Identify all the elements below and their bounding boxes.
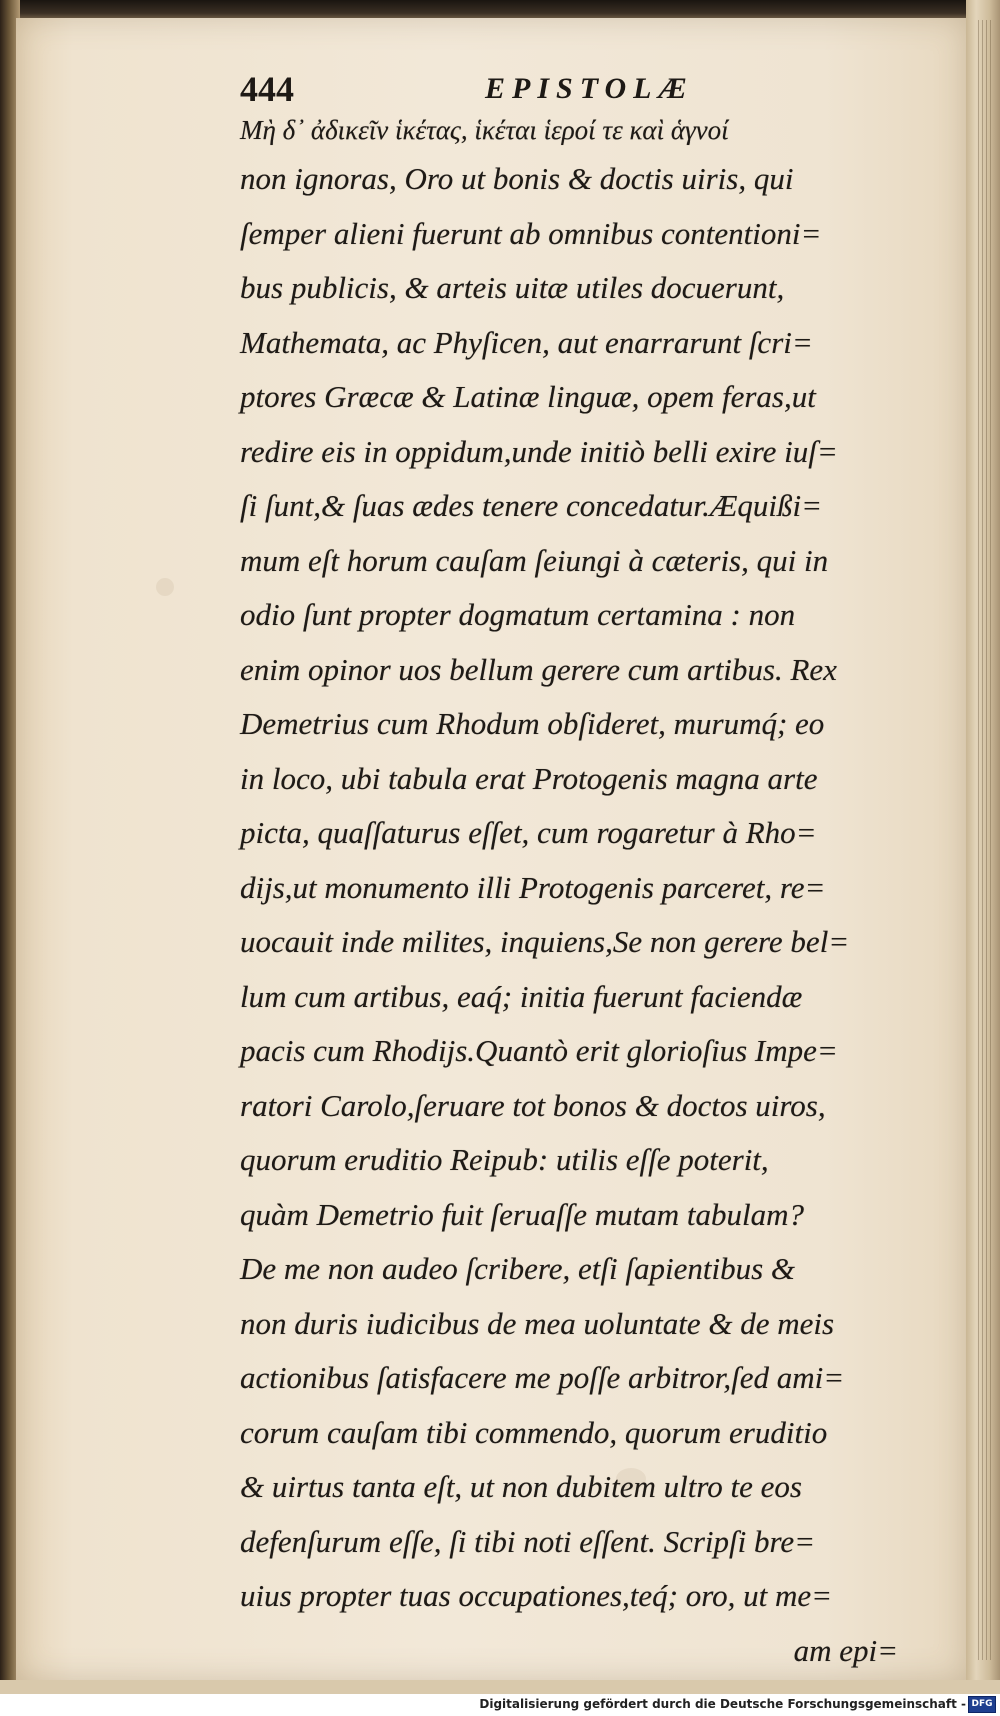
page-number: 444 xyxy=(240,69,294,109)
text-line: Mathemata, ac Phyſicen, aut enarrarunt ſcri= xyxy=(240,324,813,360)
text-line: odio ſunt propter dogmatum certamina : non xyxy=(240,597,796,632)
text-line: ſemper alieni fuerunt ab omnibus contentioni= xyxy=(240,215,822,251)
text-line-greek: Μὴ δ᾽ ἀδικεῖν ἱκέτας, ἱκέται ἱεροί τε καὶ ἁγνοί xyxy=(240,115,729,145)
text-line: dijs,ut monumento illi Protogenis parceret, re= xyxy=(240,869,826,905)
text-line: lum cum artibus, eaq́; initia fuerunt faciendæ xyxy=(240,978,803,1014)
funding-credit: Digitalisierung gefördert durch die Deutsche Forschungsgemeinschaft - xyxy=(479,1697,966,1711)
text-line: defenſurum eſſe, ſi tibi noti eſſent. Scripſi bre= xyxy=(240,1523,816,1559)
text-line: uocauit inde milites, inquiens,Se non gerere bel= xyxy=(240,924,850,959)
text-line: enim opinor uos bellum gerere cum artibus. Rex xyxy=(240,651,837,687)
text-line: picta, quaſſaturus eſſet, cum rogaretur à Rho= xyxy=(240,815,817,850)
text-line: bus publicis, & arteis uitæ utiles docuerunt, xyxy=(240,270,785,305)
page-header xyxy=(240,68,960,108)
text-line: & uirtus tanta eſt, ut non dubitem ultro te eos xyxy=(240,1469,802,1504)
text-line: uius propter tuas occupationes,teq́; oro, ut me= xyxy=(240,1578,833,1613)
text-line: quàm Demetrio fuit ſeruaſſe mutam tabulam? xyxy=(240,1196,804,1232)
paper-stain xyxy=(156,578,174,596)
dfg-logo: DFG xyxy=(968,1696,996,1713)
text-line: Demetrius cum Rhodum obſideret, murumq́; eo xyxy=(240,706,825,741)
text-line: non duris iudicibus de mea uoluntate & de meis xyxy=(240,1305,835,1341)
text-line: ptores Græcæ & Latinæ linguæ, opem feras,ut xyxy=(240,379,816,414)
text-line: pacis cum Rhodijs.Quantò erit glorioſius Impe= xyxy=(240,1033,838,1068)
text-line: in loco, ubi tabula erat Protogenis magna arte xyxy=(240,760,818,796)
text-line: non ignoras, Oro ut bonis & doctis uiris, qui xyxy=(240,161,794,196)
page-stack-lines xyxy=(978,20,992,1660)
text-line: actionibus ſatisfacere me poſſe arbitror,ſed ami= xyxy=(240,1360,845,1395)
running-head: EPISTOLÆ xyxy=(485,72,694,105)
catchword: am epi= xyxy=(793,1632,898,1668)
text-line: redire eis in oppidum,unde initiò belli exire iuſ= xyxy=(240,433,838,469)
book-bottom-edge xyxy=(0,1680,1000,1694)
text-line: ſi ſunt,& ſuas ædes tenere concedatur.Æquißi= xyxy=(240,488,823,523)
text-line: quorum eruditio Reipub: utilis eſſe poterit, xyxy=(240,1142,769,1177)
text-line: De me non audeo ſcribere, etſi ſapientibus & xyxy=(240,1251,796,1286)
text-line: mum eſt horum cauſam ſeiungi à cæteris, qui in xyxy=(240,542,829,578)
text-line: ratori Carolo,ſeruare tot bonos & doctos uiros, xyxy=(240,1087,826,1123)
text-line: corum cauſam tibi commendo, quorum eruditio xyxy=(240,1414,828,1450)
letter-text-block xyxy=(240,112,970,1678)
